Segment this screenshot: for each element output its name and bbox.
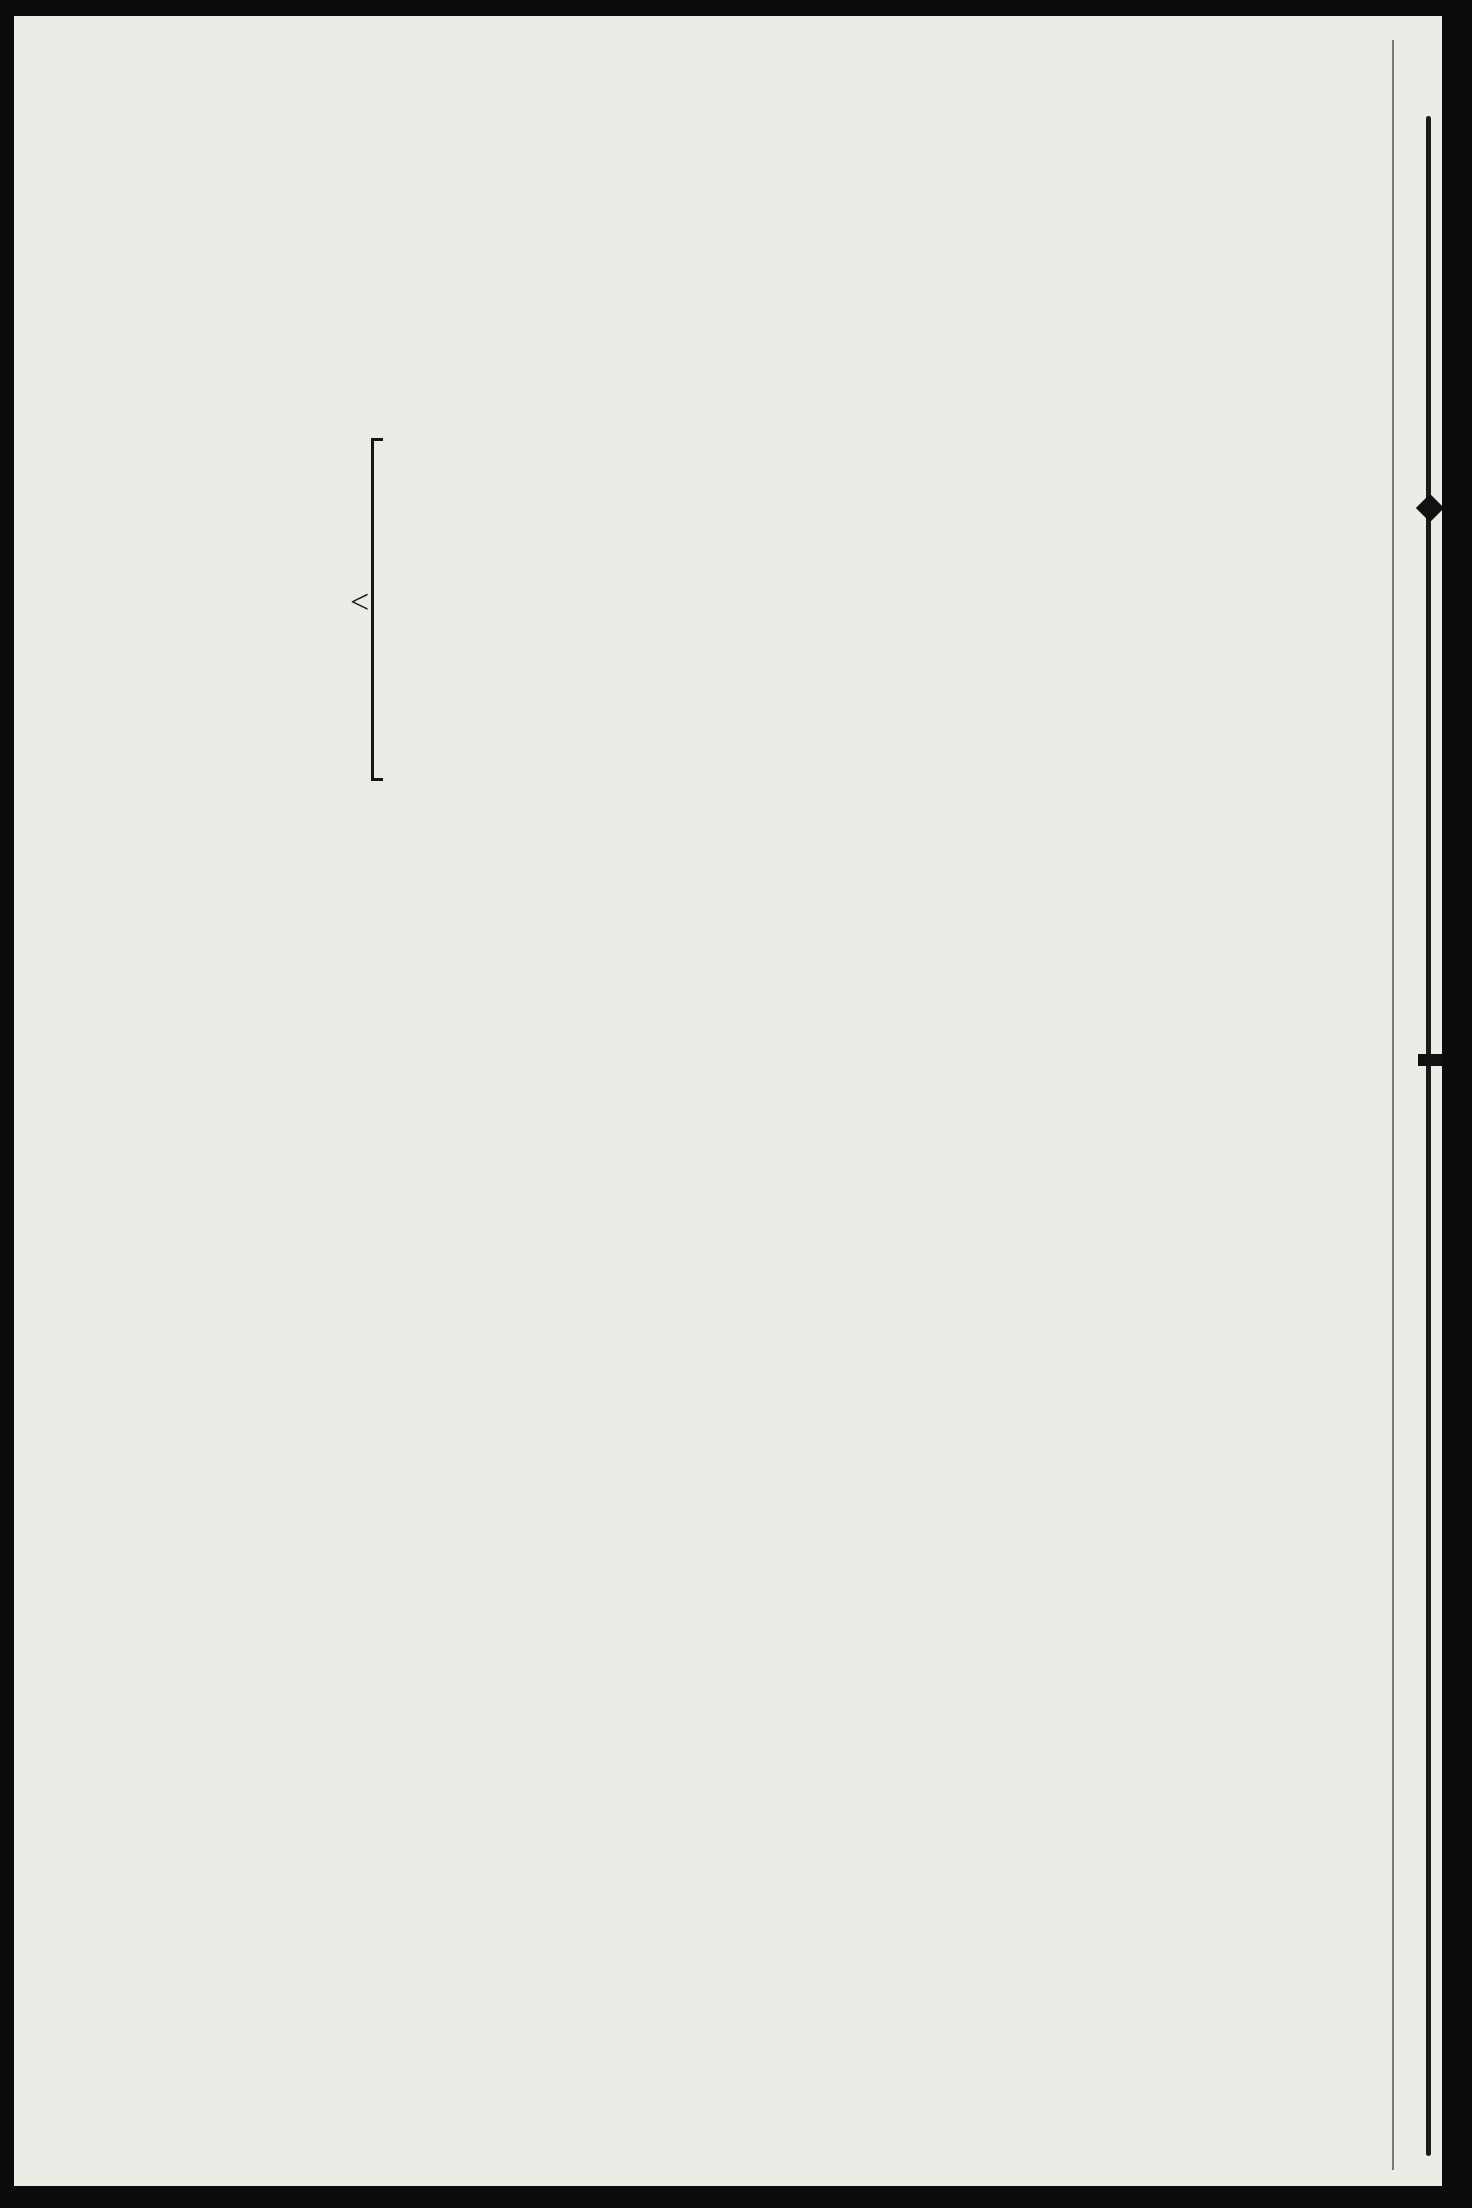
binding-knot-mark (1416, 494, 1442, 522)
document-page (14, 16, 1442, 2186)
binding-thread (1426, 116, 1431, 2156)
parish-bracket-bottom (371, 778, 383, 781)
parish-bracket-top (371, 438, 383, 441)
parish-brace-point: < (350, 584, 370, 621)
binding-knot-mark (1418, 1054, 1442, 1066)
page-edge-line (1392, 40, 1394, 2170)
parish-bracket (371, 438, 374, 780)
